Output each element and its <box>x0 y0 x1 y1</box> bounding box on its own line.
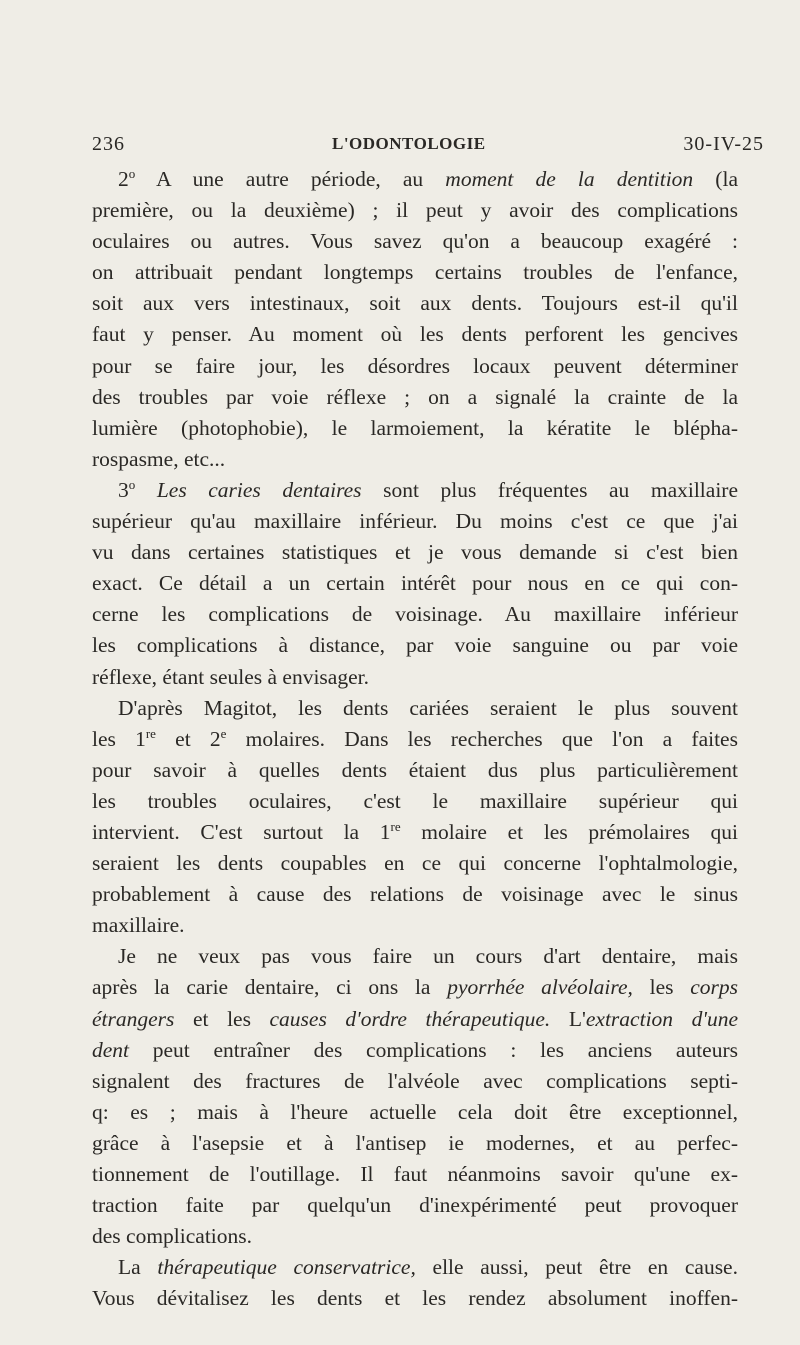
text-line: intervient. C'est surtout la 1re molaire et les prémolaires qui <box>92 818 738 844</box>
text-line: exact. Ce détail a un certain intérêt pour nous en ce qui con- <box>92 571 738 596</box>
journal-title: L'ODONTOLOGIE <box>332 134 486 153</box>
text-line: première, ou la deuxième) ; il peut y avoir des complications <box>92 198 738 223</box>
text-line: 2$^o$ A une autre période, au moment de la dentition (la <box>118 166 738 191</box>
text-line: signalent des fractures de l'alvéole avec complications septi- <box>92 1068 738 1093</box>
text-line: dent peut entraîner des complications : les anciens auteurs <box>92 1037 738 1062</box>
text-line: les troubles oculaires, c'est le maxillaire supérieur qui <box>92 788 738 813</box>
text-line: rospasme, etc... <box>92 446 226 471</box>
text-line: maxillaire. <box>92 913 185 938</box>
text-line: 3$^o$ Les caries dentaires sont plus fréquentes au maxillaire <box>118 476 739 502</box>
page-number: 236 <box>92 133 125 155</box>
running-head <box>92 128 764 160</box>
text-line: grâce à l'asepsie et à l'antisep ie modernes, et au perfec- <box>92 1130 738 1155</box>
text-line: supérieur qu'au maxillaire inférieur. Du moins c'est ce que j'ai <box>92 509 738 534</box>
text-line: après la carie dentaire, ci ons la pyorrhée alvéolaire, les corps <box>92 975 738 1000</box>
text-line: on attribuait pendant longtemps certains troubles de l'enfance, <box>92 260 738 285</box>
text-line: des complications. <box>92 1224 253 1249</box>
text-line: vu dans certaines statistiques et je vous demande si c'est bien <box>92 540 738 565</box>
text-line: réflexe, étant seules à envisager. <box>92 664 369 689</box>
text-line: probablement à cause des relations de voisinage avec le sinus <box>92 882 738 907</box>
text-line: pour se faire jour, les désordres locaux peuvent déterminer <box>92 353 738 378</box>
text-line: des troubles par voie réflexe ; on a signalé la crainte de la <box>92 384 738 409</box>
text-line: oculaires ou autres. Vous savez qu'on a beaucoup exagéré : <box>92 229 738 254</box>
text-line: D'après Magitot, les dents cariées seraient le plus souvent <box>118 695 738 720</box>
body-text <box>92 164 738 1314</box>
text-line: La thérapeutique conservatrice, elle aussi, peut être en cause. <box>118 1255 738 1280</box>
text-line: tionnement de l'outillage. Il faut néanmoins savoir qu'une ex- <box>92 1162 738 1186</box>
text-line: Vous dévitalisez les dents et les rendez absolument inoffen- <box>92 1286 738 1311</box>
text-line: les complications à distance, par voie sanguine ou par voie <box>92 633 738 658</box>
text-line: seraient les dents coupables en ce qui concerne l'ophtalmologie, <box>92 851 738 876</box>
text-line: cerne les complications de voisinage. Au maxillaire inférieur <box>92 602 738 627</box>
text-line: les 1re et 2e molaires. Dans les recherches que l'on a faites <box>92 725 738 751</box>
issue-date: 30-IV-25 <box>683 133 764 155</box>
text-line: q: es ; mais à l'heure actuelle cela doit être exceptionnel, <box>92 1099 738 1124</box>
text-line: faut y penser. Au moment où les dents perforent les gencives <box>92 322 738 347</box>
text-line: traction faite par quelqu'un d'inexpérimenté peut provoquer <box>92 1193 738 1218</box>
text-line: lumière (photophobie), le larmoiement, la kératite le blépha- <box>92 415 738 440</box>
text-line: pour savoir à quelles dents étaient dus plus particulièrement <box>92 757 738 782</box>
text-line: soit aux vers intestinaux, soit aux dents. Toujours est-il qu'il <box>92 291 738 316</box>
text-line: étrangers et les causes d'ordre thérapeutique. L'extraction d'une <box>92 1006 738 1031</box>
text-line: Je ne veux pas vous faire un cours d'art dentaire, mais <box>118 944 738 969</box>
